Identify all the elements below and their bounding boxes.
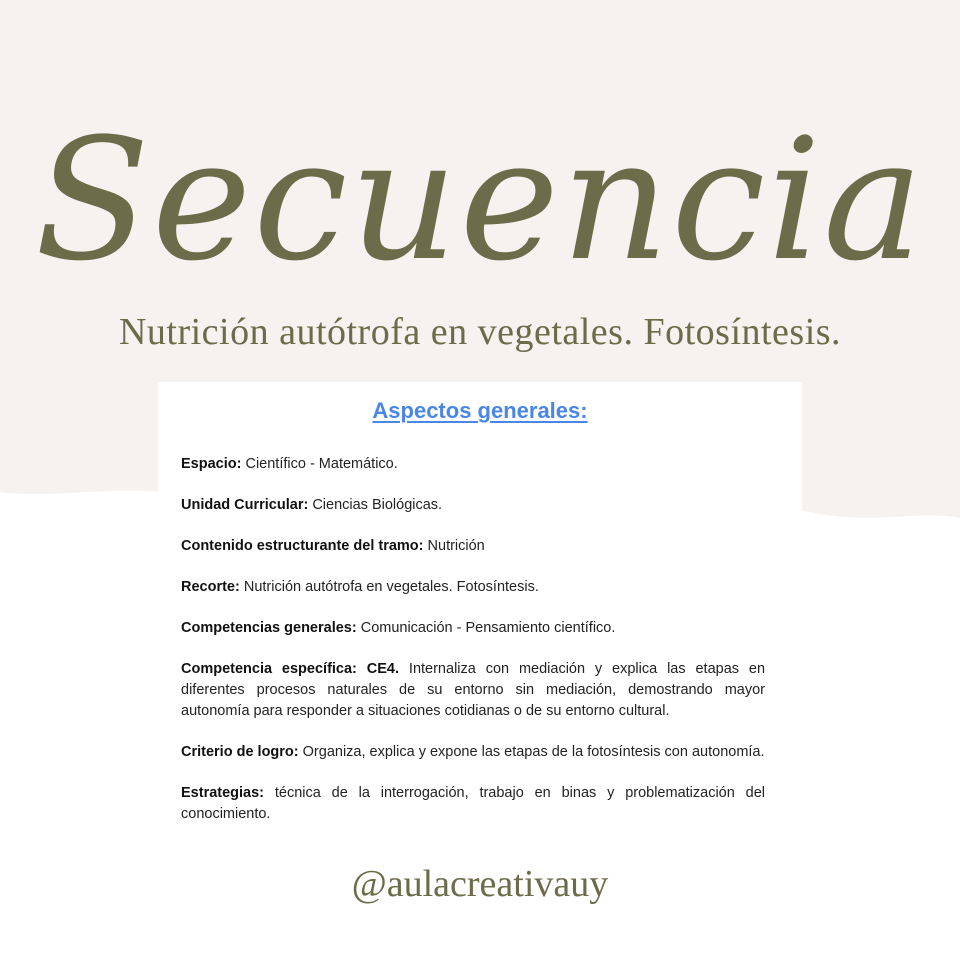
field-label: Espacio: bbox=[181, 456, 242, 472]
field-espacio bbox=[181, 454, 765, 475]
field-competencia-especifica bbox=[181, 659, 765, 722]
field-value: técnica de la interrogación, trabajo en binas y problematización del conocimiento. bbox=[181, 785, 765, 822]
field-code: CE4. bbox=[366, 661, 400, 677]
field-value: Nutrición autótrofa en vegetales. Fotosíntesis. bbox=[243, 579, 539, 595]
field-estrategias bbox=[181, 783, 765, 825]
field-value: Ciencias Biológicas. bbox=[312, 497, 443, 513]
field-competencias-generales bbox=[181, 618, 765, 639]
field-label: Unidad Curricular: bbox=[181, 497, 309, 513]
field-label: Competencia específica: bbox=[181, 661, 357, 677]
info-card bbox=[158, 382, 802, 860]
field-value: Comunicación - Pensamiento científico. bbox=[360, 620, 616, 636]
field-value: Nutrición bbox=[427, 538, 485, 554]
field-value: Científico - Matemático. bbox=[245, 456, 398, 472]
field-value: Internaliza con mediación y explica las etapas en diferentes procesos naturales de su entorno sin mediación, demostrando mayor autonomía para responder a situaciones cotidianas o de su entorno cultural. bbox=[181, 661, 766, 719]
field-label: Estrategias: bbox=[181, 785, 265, 801]
field-list bbox=[181, 454, 765, 845]
field-contenido-estructurante bbox=[181, 536, 765, 557]
field-label: Contenido estructurante del tramo: bbox=[181, 538, 424, 554]
field-recorte bbox=[181, 577, 765, 598]
field-label: Recorte: bbox=[181, 579, 240, 595]
field-label: Criterio de logro: bbox=[181, 744, 299, 760]
card-heading: Aspectos generales: bbox=[372, 398, 588, 423]
field-unidad-curricular bbox=[181, 495, 765, 516]
field-value: Organiza, explica y expone las etapas de la fotosíntesis con autonomía. bbox=[302, 744, 765, 760]
field-label: Competencias generales: bbox=[181, 620, 357, 636]
page-subtitle: Nutrición autótrofa en vegetales. Fotosíntesis. bbox=[118, 311, 842, 353]
field-criterio-de-logro bbox=[181, 742, 765, 763]
script-title: Secuencia bbox=[34, 102, 926, 298]
social-handle: @aulacreativauy bbox=[351, 863, 609, 905]
